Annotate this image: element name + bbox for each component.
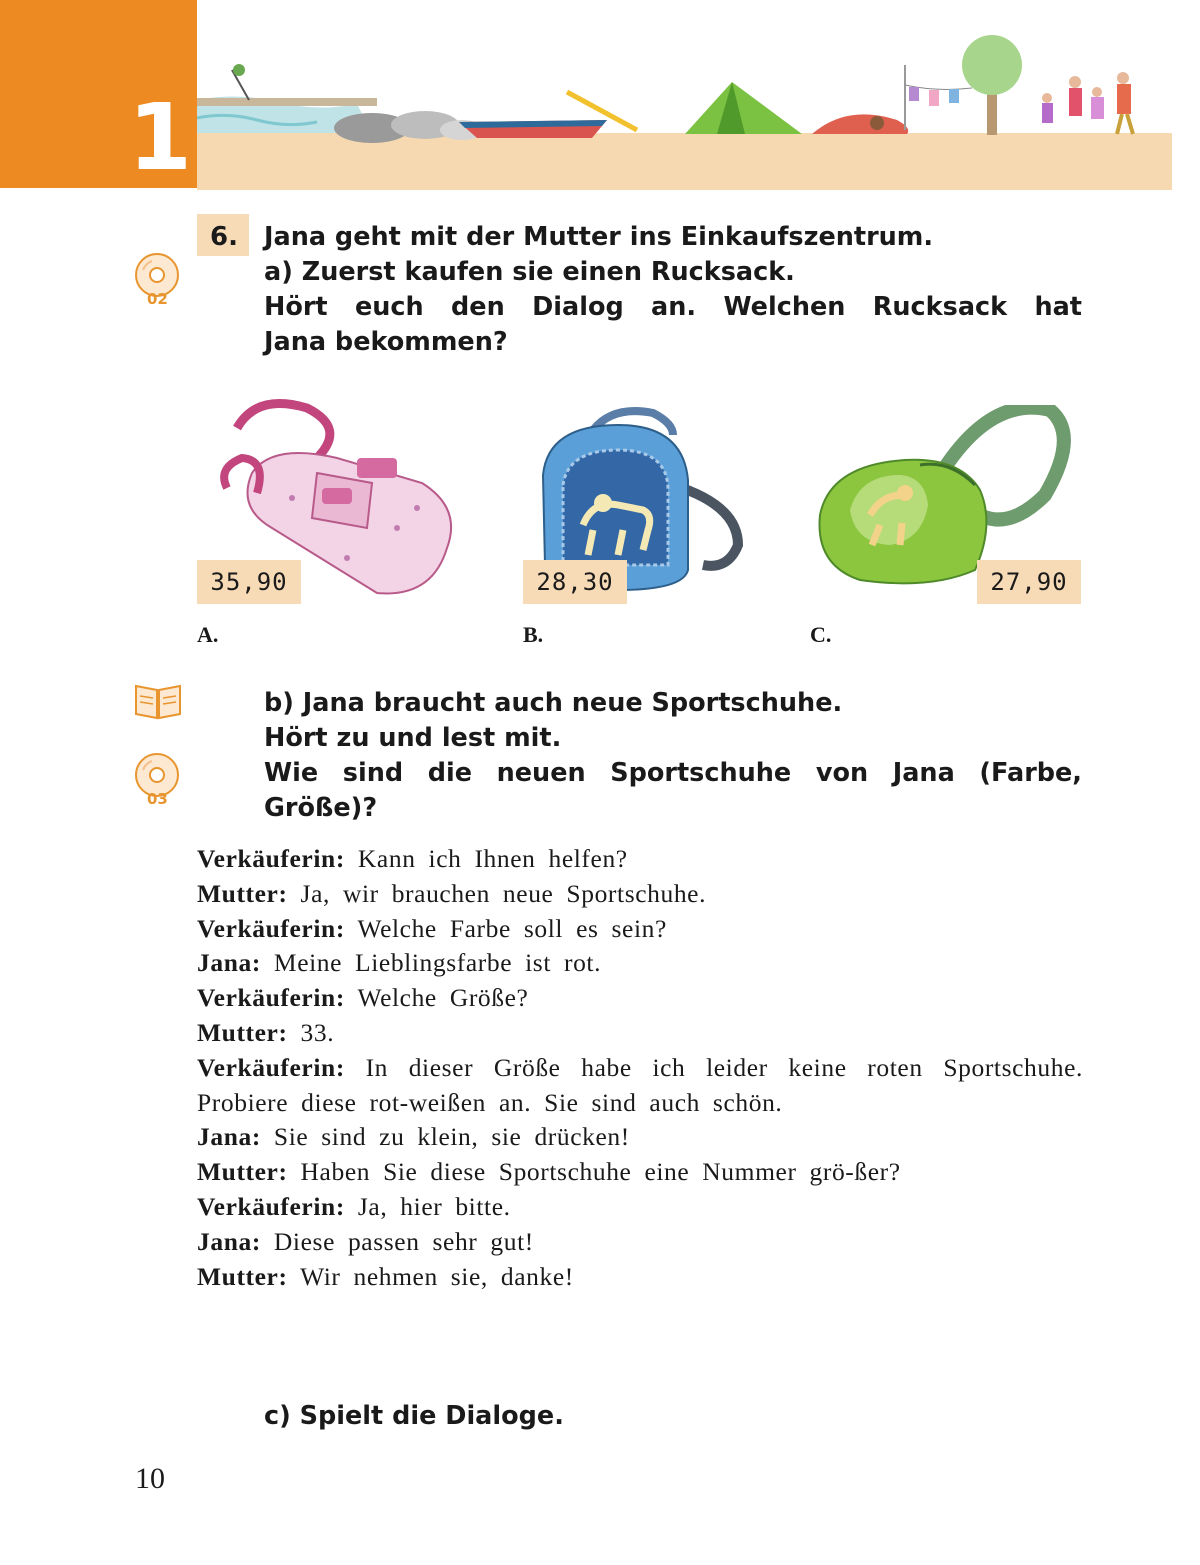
price-tag-a: 35,90 <box>197 560 301 604</box>
utterance: Haben Sie diese Sportschuhe eine Nummer grö-ßer? <box>300 1157 901 1187</box>
utterance: 33. <box>300 1017 335 1047</box>
page-number: 10 <box>135 1462 165 1495</box>
header-illustration <box>197 30 1172 190</box>
task-part-c: c) Spielt die Dialoge. <box>264 1401 564 1431</box>
item-label-c: C. <box>810 622 832 647</box>
speaker: Mutter: <box>197 1157 288 1187</box>
dialogue-line <box>197 946 1083 981</box>
task-part-b-instruction: Hört zu und lest mit. <box>264 723 562 753</box>
dialogue-line <box>197 877 1083 912</box>
dialogue-line <box>197 981 1083 1016</box>
utterance: Kann ich Ihnen helfen? <box>357 844 628 873</box>
dialogue-line <box>197 1260 1083 1295</box>
utterance: Welche Größe? <box>357 983 529 1013</box>
utterance: Ja, wir brauchen neue Sportschuhe. <box>300 878 707 908</box>
dialogue-line <box>197 1120 1083 1155</box>
speaker: Verkäuferin: <box>197 844 345 873</box>
task-part-b-question: Wie sind die neuen Sportschuhe von Jana (Farbe, <box>264 758 1082 788</box>
utterance: Diese passen sehr gut! <box>273 1226 534 1256</box>
utterance: Welche Farbe soll es sein? <box>357 913 667 943</box>
dialogue-line <box>197 1016 1083 1051</box>
task-title: Jana geht mit der Mutter ins Einkaufszentrum. <box>264 222 934 252</box>
dialogue-line <box>197 1225 1083 1260</box>
speaker: Verkäuferin: <box>197 1052 345 1082</box>
book-icon <box>133 680 183 722</box>
speaker: Mutter: <box>197 1017 288 1047</box>
utterance: Wir nehmen sie, danke! <box>300 1261 574 1291</box>
task-part-a-heading: a) Zuerst kaufen sie einen Rucksack. <box>264 257 795 287</box>
dialogue-line <box>197 912 1083 947</box>
speaker: Verkäuferin: <box>197 983 345 1013</box>
speaker: Jana: <box>197 948 261 978</box>
item-label-b: B. <box>523 622 544 647</box>
utterance: Ja, hier bitte. <box>357 1191 511 1221</box>
utterance: Sie sind zu klein, sie drücken! <box>273 1122 630 1152</box>
dialogue-line <box>197 842 1083 877</box>
task-part-b-heading: b) Jana braucht auch neue Sportschuhe. <box>264 688 843 718</box>
dialogue-line <box>197 1155 1083 1190</box>
utterance: In dieser Größe habe ich leider keine roten Sportschuhe. Probiere diese rot-weißen an. Sie sind auch schön. <box>197 1052 1083 1117</box>
task-number: 6. <box>210 222 238 252</box>
dialogue-line <box>197 1190 1083 1225</box>
speaker: Jana: <box>197 1226 261 1256</box>
audio-track-label: 03 <box>147 790 168 808</box>
task-part-a-instruction: Hört euch den Dialog an. Welchen Rucksack hat <box>264 292 1082 322</box>
task-part-b-question-cont: Größe)? <box>264 793 378 823</box>
speaker: Jana: <box>197 1122 261 1152</box>
speaker: Mutter: <box>197 1261 288 1291</box>
price-tag-b: 28,30 <box>523 560 627 604</box>
chapter-number: 1 <box>128 84 193 191</box>
speaker: Mutter: <box>197 878 288 908</box>
speaker: Verkäuferin: <box>197 1191 345 1221</box>
item-label-a: A. <box>197 622 219 647</box>
price-tag-c: 27,90 <box>977 560 1081 604</box>
audio-track-label: 02 <box>147 290 168 308</box>
speaker: Verkäuferin: <box>197 913 345 943</box>
dialogue <box>197 842 1083 1294</box>
dialogue-line <box>197 1051 1083 1121</box>
task-part-a-question: Jana bekommen? <box>264 327 508 357</box>
utterance: Meine Lieblingsfarbe ist rot. <box>273 948 602 978</box>
